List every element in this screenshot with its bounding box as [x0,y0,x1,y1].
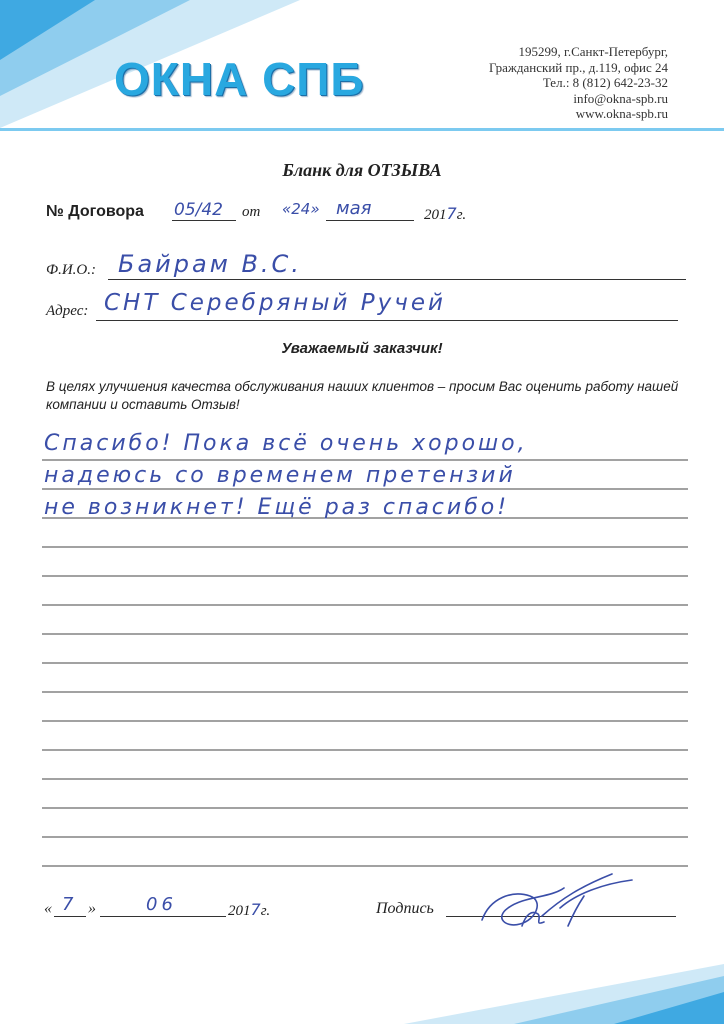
contract-day-value: «24» [282,200,320,218]
date-day-value: 7 [62,894,74,915]
contract-year-digit: 7 [446,204,457,223]
date-month-value: 06 [146,894,177,915]
contract-year-suffix: г. [456,207,467,223]
date-day-line [54,916,86,917]
contract-year-prefix: 201 [424,207,447,223]
name-value: Байрам В.С. [118,250,302,278]
contract-month-value: мая [336,198,372,219]
contract-from-label: от [242,204,261,220]
contract-year-label [424,204,466,224]
address-line-2: Гражданский пр., д.119, офис 24 [488,59,668,75]
phone-number: Тел.: 8 (812) 642-23-32 [542,75,668,90]
name-label: Ф.И.О.: [46,262,96,278]
date-close-quote: » [88,900,96,917]
intro-text: В целях улучшения качества обслуживания наших клиентов – просим Вас оценить работу нашей компании и оставить Отзыв! [46,379,679,412]
review-line-3: не возникнет! Ещё раз спасибо! [44,495,510,520]
name-line [108,279,686,280]
review-line-2: надеюсь со временем претензий [44,463,516,488]
header-divider [0,128,724,131]
review-text [44,428,694,524]
date-year-label [228,900,270,920]
contract-label: № Договора [46,203,144,220]
date-year-suffix: г. [260,903,271,919]
date-year-digit: 7 [250,900,261,919]
signature-label: Подпись [376,900,434,917]
corner-decoration-bottom [384,964,724,1024]
review-line-1: Спасибо! Пока всё очень хорошо, [44,431,528,456]
address-value: СНТ Серебряный Ручей [104,290,446,316]
contract-number-line [172,220,236,221]
contract-month-line [326,220,414,221]
address-label: Адрес: [46,303,89,319]
form-title: Бланк для ОТЗЫВА [282,160,442,180]
contract-number-value: 05/42 [174,200,223,220]
handwritten-signature [472,868,652,938]
email-address: info@okna-spb.ru [573,90,668,106]
address-line [96,320,678,321]
date-month-line [100,916,226,917]
date-year-prefix: 201 [228,903,251,919]
company-contacts [489,44,668,122]
date-open-quote: « [44,900,52,917]
website-address: www.okna-spb.ru [575,106,668,121]
address-line-1: 195299, г.Санкт-Петербург, [518,44,668,59]
company-logo: ОКНА СПБ [114,53,365,105]
greeting: Уважаемый заказчик! [281,340,443,357]
